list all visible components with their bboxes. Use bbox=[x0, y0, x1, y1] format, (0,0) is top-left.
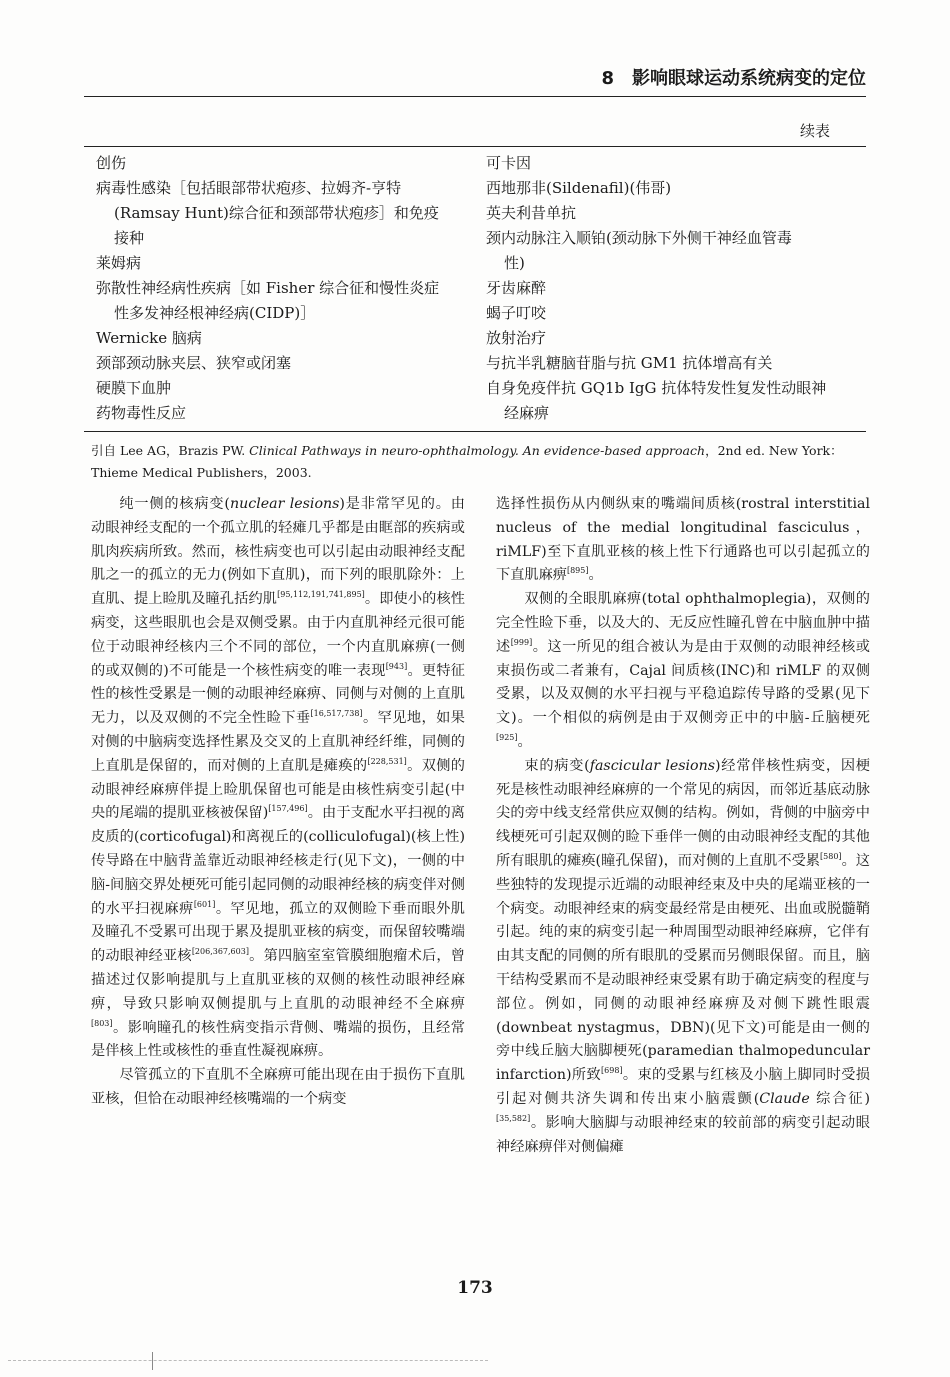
citation-ref: [228,531] bbox=[367, 756, 407, 766]
citation-ref: [16,517,738] bbox=[310, 709, 363, 719]
text-run: 。 bbox=[517, 733, 532, 750]
text-run: 尽管孤立的下直肌不全麻痹可能出现在由于损伤下直肌亚核，但恰在动眼神经核嘴端的一个病变 bbox=[91, 1067, 465, 1107]
table-left-column bbox=[96, 151, 476, 426]
citation-ref: [999] bbox=[510, 637, 533, 647]
text-run: 。更特征性的核性受累是一侧的动眼神经麻痹、同侧与对侧的上直肌无力，以及双侧的不完全性睑下垂 bbox=[91, 662, 465, 727]
header-rule bbox=[84, 96, 866, 97]
text-run: 。束的受累与红核及小脑上脚同时受损引起对侧共济失调和传出束小脑震颤( bbox=[496, 1067, 870, 1107]
table-line: 病毒性感染［包括眼部带状疱疹、拉姆齐-亨特 bbox=[96, 179, 402, 197]
table-line: 放射治疗 bbox=[486, 329, 547, 347]
citation-ref: [35,582] bbox=[496, 1113, 531, 1123]
citation-ref: [580] bbox=[820, 851, 842, 861]
table-line: 颈内动脉注入顺铂(颈动脉下外侧干神经血管毒 bbox=[486, 229, 792, 247]
citation-ref: [925] bbox=[496, 732, 518, 742]
text-run: 。即使小的核性病变，这些眼肌也会是双侧受累。由于内直肌神经元很可能位于动眼神经核内三个不同的部位，一个内直肌麻痹(一侧的或双侧的)不可能是一个核性病变的唯一表现 bbox=[91, 591, 465, 679]
text-run: 纯一侧的核病变( bbox=[119, 496, 230, 512]
text-run: 。罕见地，如果对侧的中脑病变选择性累及交叉的上直肌神经纤维，同侧的上直肌是保留的，而对侧的上直肌是瘫痪的 bbox=[91, 710, 465, 774]
table-source-citation bbox=[91, 440, 866, 484]
text-run: 。 bbox=[588, 567, 603, 584]
text-run: )是非常罕见的。由动眼神经支配的一个孤立肌的轻瘫几乎都是由眶部的疾病或肌肉疾病所致。然而，核性病变也可以引起由动眼神经支配肌之一的孤立的无力(例如下直肌)，而下列的眼肌除外：上直肌、提上睑肌及瞳孔括约肌 bbox=[91, 496, 465, 608]
citation-ref: [698] bbox=[601, 1066, 623, 1076]
table-continued-label: 续表 bbox=[799, 122, 830, 140]
table-line: 与抗半乳糖脑苷脂与抗 GM1 抗体增高有关 bbox=[486, 354, 773, 372]
citation-ref: [157,496] bbox=[268, 804, 308, 814]
table-line: 性多发神经根神经病(CIDP)］ bbox=[114, 304, 316, 322]
table-line: 药物毒性反应 bbox=[96, 404, 187, 422]
citation-prefix: 引自 Lee AG，Brazis PW. bbox=[91, 443, 250, 458]
citation-ref: [943] bbox=[385, 661, 408, 671]
text-run: 。双侧的动眼神经麻痹伴提上睑肌保留也可能是由核性病变引起(中央的尾端的提肌亚核被保留) bbox=[91, 757, 465, 822]
table-line: 莱姆病 bbox=[96, 254, 142, 272]
paragraph bbox=[496, 588, 870, 755]
table-line: 自身免疫伴抗 GQ1b IgG 抗体特发性复发性动眼神 bbox=[486, 379, 827, 397]
table-line: 牙齿麻醉 bbox=[486, 279, 547, 297]
table-line: 颈部颈动脉夹层、狭窄或闭塞 bbox=[96, 354, 292, 372]
italic-term: Claude bbox=[759, 1090, 810, 1107]
text-run: 。由于支配水平扫视的离皮质的(corticofugal)和离视丘的(colliculofugal)(核上性)传导路在中脑背盖靠近动眼神经核走行(见下文)，一侧的中脑-间脑交界处梗死可能引起同侧的动眼神经核的病变伴对侧的水平扫视麻痹 bbox=[91, 805, 465, 917]
citation-title: Clinical Pathways in neuro-ophthalmology. An evidence-based approach bbox=[249, 443, 706, 458]
table-line: Wernicke 脑病 bbox=[96, 329, 202, 347]
table-line: 性) bbox=[504, 254, 525, 272]
text-run: 综合征) bbox=[809, 1090, 871, 1107]
table-line: 硬膜下血肿 bbox=[96, 379, 172, 397]
paragraph bbox=[91, 493, 465, 1064]
table-line: 英夫利昔单抗 bbox=[486, 204, 577, 222]
table-line: (Ramsay Hunt)综合征和颈部带状疱疹］和免疫 bbox=[114, 204, 439, 222]
text-run: 。这一所见的组合被认为是由于双侧的动眼神经核或束损伤或二者兼有，Cajal 间质核(INC)和 riMLF 的双侧受累，以及双侧的水平扫视与平稳追踪传导路的受累(见下文)。一个相似的病例是由于双侧旁正中的中脑-丘脑梗死 bbox=[496, 638, 870, 727]
body-right-column bbox=[496, 493, 870, 1159]
table-bottom-rule bbox=[84, 431, 866, 432]
footer-scan-mark bbox=[152, 1352, 153, 1370]
text-run: 选择性损伤从内侧纵束的嘴端间质核(rostral interstitial nucleus of the medial longitudinal fasciculus，riMLF)至下直肌亚核的核上性下行通路也可以引起孤立的下直肌麻痹 bbox=[496, 496, 870, 584]
footer-scan-line bbox=[8, 1360, 488, 1361]
text-run: 。这些独特的发现提示近端的动眼神经束及中央的尾端亚核的一个病变。动眼神经束的病变最经常是由梗死、出血或脱髓鞘引起。纯的束的病变引起一种周围型动眼神经麻痹，它伴有由其支配的同侧的所有眼肌的受累而另侧眼保留。而且，脑干结构受累而不是动眼神经束受累有助于确定病变的程度与部位。例如，同侧的动眼神经麻痹及对侧下跳性眼震(downbeat nystagmus，DBN)(见下文)可能是由一侧的旁中线丘脑大脑脚梗死(paramedian thalmopeduncular infarction)所致 bbox=[496, 852, 870, 1084]
text-run: 。罕见地，孤立的双侧睑下垂而眼外肌及瞳孔不受累可出现于累及提肌亚核的病变，而保留较嘴端的动眼神经亚核 bbox=[91, 900, 465, 965]
text-run: 双侧的全眼肌麻痹(total ophthalmoplegia)，双侧的完全性睑下垂，以及大的、无反应性瞳孔曾在中脑血肿中描述 bbox=[496, 591, 870, 655]
table-line: 经麻痹 bbox=[504, 404, 550, 422]
table-line: 蝎子叮咬 bbox=[486, 304, 547, 322]
table-top-rule bbox=[84, 146, 866, 147]
table-line: 弥散性神经病性疾病［如 Fisher 综合征和慢性炎症 bbox=[96, 279, 440, 297]
citation-ref: [206,367,603] bbox=[191, 947, 249, 957]
citation-ref: [95,112,191,741,895] bbox=[277, 590, 365, 600]
table-right-column bbox=[486, 151, 866, 426]
text-run: )经常伴核性病变，因梗死是核性动眼神经麻痹的一个常见的病因，而邻近基底动脉尖的旁中线支经常供应双侧的结构。例如，背侧的中脑旁中线梗死可引起双侧的睑下垂伴一侧的由动眼神经支配的其他所有眼肌的瘫痪(瞳孔保留)，而对侧的上直肌不受累 bbox=[496, 757, 870, 869]
body-left-column bbox=[91, 493, 465, 1112]
text-run: 。第四脑室室管膜细胞瘤术后，曾描述过仅影响提肌与上直肌亚核的双侧的核性动眼神经麻痹，导致只影响双侧提肌与上直肌的动眼神经不全麻痹 bbox=[91, 948, 465, 1012]
table-line: 创伤 bbox=[96, 154, 127, 172]
chapter-header: 8 影响眼球运动系统病变的定位 bbox=[601, 68, 866, 89]
citation-suffix: ，2nd ed. New York：Thieme Medical Publishers，2003. bbox=[91, 443, 843, 480]
text-run: 。影响大脑脚与动眼神经束的较前部的病变引起动眼神经麻痹伴对侧偏瘫 bbox=[496, 1114, 870, 1155]
text-run: 。影响瞳孔的核性病变指示背侧、嘴端的损伤，且经常是伴核上性或核性的垂直性凝视麻痹。 bbox=[91, 1019, 465, 1060]
citation-ref: [895] bbox=[566, 566, 589, 576]
table-line: 接种 bbox=[114, 229, 145, 247]
table-line: 西地那非(Sildenafil)(伟哥) bbox=[486, 179, 672, 197]
citation-ref: [803] bbox=[91, 1018, 113, 1028]
paragraph bbox=[496, 755, 870, 1160]
italic-term: nuclear lesions bbox=[229, 496, 340, 512]
italic-term: fascicular lesions bbox=[589, 757, 716, 774]
text-run: 束的病变( bbox=[524, 757, 590, 774]
table-line: 可卡因 bbox=[486, 154, 532, 172]
paragraph bbox=[496, 493, 870, 588]
paragraph bbox=[91, 1064, 465, 1112]
page-number: 173 bbox=[457, 1278, 493, 1298]
citation-ref: [601] bbox=[193, 899, 216, 909]
